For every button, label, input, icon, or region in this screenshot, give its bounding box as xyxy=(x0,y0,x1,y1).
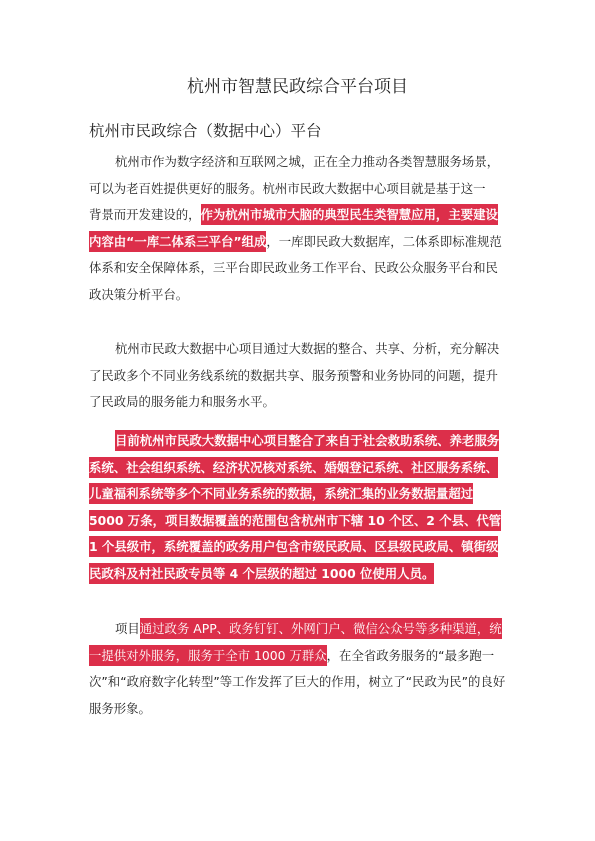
highlighted-text: 系统、社会组织系统、经济状况核对系统、婚姻登记系统、社区服务系统、 xyxy=(89,457,498,478)
text-line: 体系和安全保障体系，三平台即民政业务工作平台、民政公众服务平台和民 xyxy=(89,260,498,276)
text-line xyxy=(89,643,509,670)
highlighted-text: 儿童福利系统等多个不同业务系统的数据，系统汇集的业务数据量超过 xyxy=(89,483,473,504)
text-span: 背景而开发建设的， xyxy=(89,207,201,223)
text-line xyxy=(89,428,509,455)
text-span: 杭州市作为数字经济和互联网之城，正在全力推动各类智慧服务场景， xyxy=(115,154,500,169)
paragraph-3-highlighted xyxy=(89,428,509,588)
highlighted-text: 内容由“一库二体系三平台”组成 xyxy=(89,231,266,252)
section-heading: 杭州市民政综合（数据中心）平台 xyxy=(89,122,322,140)
highlighted-text: 通过政务 APP、政务钉钉、外网门户、微信公众号等多种渠道，统 xyxy=(140,618,502,639)
paragraph-2 xyxy=(89,336,509,416)
text-span: ，一库即民政大数据库，二体系即标准规范 xyxy=(266,233,502,249)
highlighted-text: 一提供对外服务，服务于全市 1000 万群众 xyxy=(89,645,327,666)
text-span: 杭州市民政大数据中心项目通过大数据的整合、共享、分析，充分解决 xyxy=(115,341,500,356)
text-line xyxy=(89,534,509,561)
text-line: 了民政局的服务能力和服务水平。 xyxy=(89,394,275,410)
text-line xyxy=(89,229,509,256)
highlighted-text: 1 个县级市，系统覆盖的政务用户包含市级民政局、区县级民政局、镇街级 xyxy=(89,536,498,557)
text-line xyxy=(89,455,509,482)
highlighted-text: 目前杭州市民政大数据中心项目整合了来自于社会救助系统、养老服务 xyxy=(115,430,499,451)
text-line: 次”和“政府数字化转型”等工作发挥了巨大的作用，树立了“民政为民”的良好 xyxy=(89,674,506,690)
text-line xyxy=(89,336,509,363)
paragraph-1 xyxy=(89,149,509,309)
text-line: 政决策分析平台。 xyxy=(89,286,189,302)
text-line xyxy=(89,561,509,588)
highlighted-text: 5000 万条，项目数据覆盖的范围包含杭州市下辖 10 个区、2 个县、代管 xyxy=(89,510,501,531)
document-title: 杭州市智慧民政综合平台项目 xyxy=(187,77,408,97)
text-line xyxy=(89,202,509,229)
text-line xyxy=(89,149,509,176)
text-line: 服务形象。 xyxy=(89,700,151,716)
paragraph-4 xyxy=(89,616,509,722)
text-line xyxy=(89,481,509,508)
text-line: 了民政多个不同业务线系统的数据共享、服务预警和业务协同的问题，提升 xyxy=(89,367,498,383)
text-line: 可以为老百姓提供更好的服务。杭州市民政大数据中心项目就是基于这一 xyxy=(89,180,486,196)
text-span: ，在全省政务服务的“最多跑一 xyxy=(326,647,495,663)
highlighted-text: 作为杭州市城市大脑的典型民生类智慧应用，主要建设 xyxy=(201,204,498,225)
text-line xyxy=(89,508,509,535)
text-span: 项目 xyxy=(115,621,140,636)
text-line xyxy=(89,616,509,643)
highlighted-text: 民政科及村社民政专员等 4 个层级的超过 1000 位使用人员。 xyxy=(89,563,434,584)
